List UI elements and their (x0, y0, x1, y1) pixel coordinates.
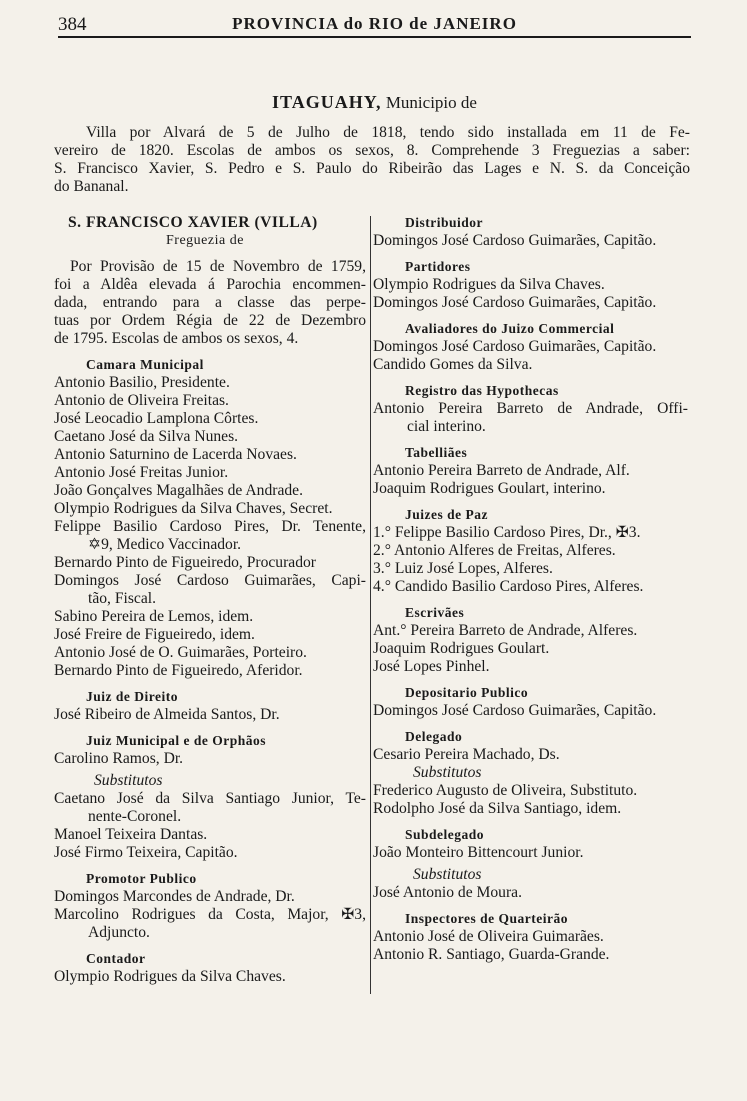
camara-member: Bernardo Pinto de Figueiredo, Procurador (54, 554, 317, 571)
juiz-paz-line: 3.° Luiz José Lopes, Alferes. (373, 560, 553, 577)
substituto-line: Manoel Teixeira Dantas. (54, 826, 208, 843)
delegado-title: Delegado (405, 729, 463, 744)
depositario-title: Depositario Publico (405, 685, 529, 700)
camara-member: Antonio Basilio, Presidente. (54, 374, 230, 391)
juizes-paz-title: Juizes de Paz (405, 507, 488, 522)
camara-member: Sabino Pereira de Lemos, idem. (54, 608, 254, 625)
running-title: PROVINCIA do RIO de JANEIRO (232, 14, 517, 33)
substituto-line: nente-Coronel. (88, 808, 182, 825)
camara-member: Antonio Saturnino de Lacerda Novaes. (54, 446, 297, 463)
depositario-name: Domingos José Cardoso Guimarães, Capitão. (373, 702, 657, 719)
camara-member: Domingos José Cardoso Guimarães, Capi- (54, 572, 366, 589)
page-header (58, 14, 691, 38)
provisao-line: dada, entrando para a classe das perpe- (54, 294, 366, 311)
juiz-direito-name: José Ribeiro de Almeida Santos, Dr. (54, 706, 280, 723)
municipio-name: ITAGUAHY, (272, 92, 382, 112)
substituto-line: Caetano José da Silva Santiago Junior, Te- (54, 790, 366, 807)
header-rule (58, 36, 691, 38)
promotor-line: Domingos Marcondes de Andrade, Dr. (54, 888, 295, 905)
registro-line: cial interino. (407, 418, 486, 435)
tabelliaes-title: Tabelliães (405, 445, 468, 460)
escrivao-name: José Lopes Pinhel. (373, 658, 490, 675)
substitutos-label: Substitutos (413, 764, 482, 781)
provisao-line: Por Provisão de 15 de Novembro de 1759, (70, 258, 366, 275)
parish-title: S. FRANCISCO XAVIER (VILLA) (68, 214, 318, 231)
escrivaes-title: Escrivães (405, 605, 465, 620)
juiz-municipal-name: Carolino Ramos, Dr. (54, 750, 184, 767)
contador-name: Olympio Rodrigues da Silva Chaves. (54, 968, 286, 985)
juiz-municipal-title: Juiz Municipal e de Orphãos (86, 733, 267, 748)
registro-title: Registro das Hypothecas (405, 383, 559, 398)
promotor-line: Adjuncto. (88, 924, 150, 941)
camara-member: Caetano José da Silva Nunes. (54, 428, 239, 445)
parish-subtitle: Freguezia de (166, 233, 244, 248)
juiz-direito-title: Juiz de Direito (86, 689, 178, 704)
municipio-label: Municipio de (385, 93, 477, 112)
delegado-name: Cesario Pereira Machado, Ds. (373, 746, 560, 763)
juiz-paz-line: 1.° Felippe Basilio Cardoso Pires, Dr., ✠3. (373, 524, 641, 541)
intro-line: S. Francisco Xavier, S. Pedro e S. Paulo do Ribeirão das Lages e N. S. da Conceição (54, 160, 690, 177)
distribuidor-title: Distribuidor (405, 215, 484, 230)
juiz-paz-line: 4.° Candido Basilio Cardoso Pires, Alferes. (373, 578, 644, 595)
escrivao-name: Ant.° Pereira Barreto de Andrade, Alferes. (373, 622, 638, 639)
intro-paragraph (54, 124, 690, 196)
subdelegado-name: João Monteiro Bittencourt Junior. (373, 844, 584, 861)
camara-member: Antonio de Oliveira Freitas. (54, 392, 229, 409)
camara-title: Camara Municipal (86, 357, 204, 372)
left-column (54, 214, 366, 986)
column-divider (370, 216, 371, 994)
substituto-line: José Antonio de Moura. (373, 884, 522, 901)
promotor-title: Promotor Publico (86, 871, 197, 886)
avaliadores-title: Avaliadores do Juizo Commercial (405, 321, 615, 336)
camara-member: Antonio José Freitas Junior. (54, 464, 229, 481)
partidor-name: Domingos José Cardoso Guimarães, Capitão. (373, 294, 657, 311)
camara-member: Bernardo Pinto de Figueiredo, Aferidor. (54, 662, 303, 679)
juiz-paz-line: 2.° Antonio Alferes de Freitas, Alferes. (373, 542, 616, 559)
right-column (373, 214, 688, 964)
substituto-line: José Firmo Teixeira, Capitão. (54, 844, 238, 861)
camara-member: João Gonçalves Magalhães de Andrade. (54, 482, 303, 499)
provisao-line: tuas por Ordem Régia de 22 de Dezembro (54, 312, 366, 329)
partidores-title: Partidores (405, 259, 471, 274)
municipio-heading (58, 92, 691, 113)
registro-line: Antonio Pereira Barreto de Andrade, Offi- (373, 400, 688, 417)
promotor-line: Marcolino Rodrigues da Costa, Major, ✠3, (54, 906, 366, 923)
camara-member: José Leocadio Lamplona Côrtes. (54, 410, 259, 427)
provisao-line: foi a Aldêa elevada á Parochia encommen- (54, 276, 366, 293)
inspectores-title: Inspectores de Quarteirão (405, 911, 568, 926)
contador-title: Contador (86, 951, 146, 966)
distribuidor-name: Domingos José Cardoso Guimarães, Capitão. (373, 232, 657, 249)
page-number: 384 (58, 14, 87, 35)
substitutos-label: Substitutos (94, 772, 163, 789)
substituto-line: Frederico Augusto de Oliveira, Substituto. (373, 782, 638, 799)
inspector-name: Antonio R. Santiago, Guarda-Grande. (373, 946, 610, 963)
partidor-name: Olympio Rodrigues da Silva Chaves. (373, 276, 605, 293)
camara-member: tão, Fiscal. (88, 590, 156, 607)
camara-member: Olympio Rodrigues da Silva Chaves, Secret. (54, 500, 333, 517)
camara-member: ✡9, Medico Vaccinador. (88, 536, 242, 553)
tabelliao-name: Antonio Pereira Barreto de Andrade, Alf. (373, 462, 630, 479)
tabelliao-name: Joaquim Rodrigues Goulart, interino. (373, 480, 606, 497)
camara-member: Antonio José de O. Guimarães, Porteiro. (54, 644, 307, 661)
substitutos-label: Substitutos (413, 866, 482, 883)
provisao-line: de 1795. Escolas de ambos os sexos, 4. (54, 330, 299, 347)
intro-line: do Bananal. (54, 178, 129, 195)
intro-line: Villa por Alvará de 5 de Julho de 1818, tendo sido installada em 11 de Fe- (86, 124, 690, 141)
camara-member: José Freire de Figueiredo, idem. (54, 626, 255, 643)
camara-member: Felippe Basilio Cardoso Pires, Dr. Tenente, (54, 518, 366, 535)
subdelegado-title: Subdelegado (405, 827, 485, 842)
avaliador-name: Candido Gomes da Silva. (373, 356, 533, 373)
avaliador-name: Domingos José Cardoso Guimarães, Capitão. (373, 338, 657, 355)
escrivao-name: Joaquim Rodrigues Goulart. (373, 640, 550, 657)
intro-line: vereiro de 1820. Escolas de ambos os sexos, 8. Comprehende 3 Freguezias a saber: (54, 142, 690, 159)
inspector-name: Antonio José de Oliveira Guimarães. (373, 928, 604, 945)
substituto-line: Rodolpho José da Silva Santiago, idem. (373, 800, 622, 817)
